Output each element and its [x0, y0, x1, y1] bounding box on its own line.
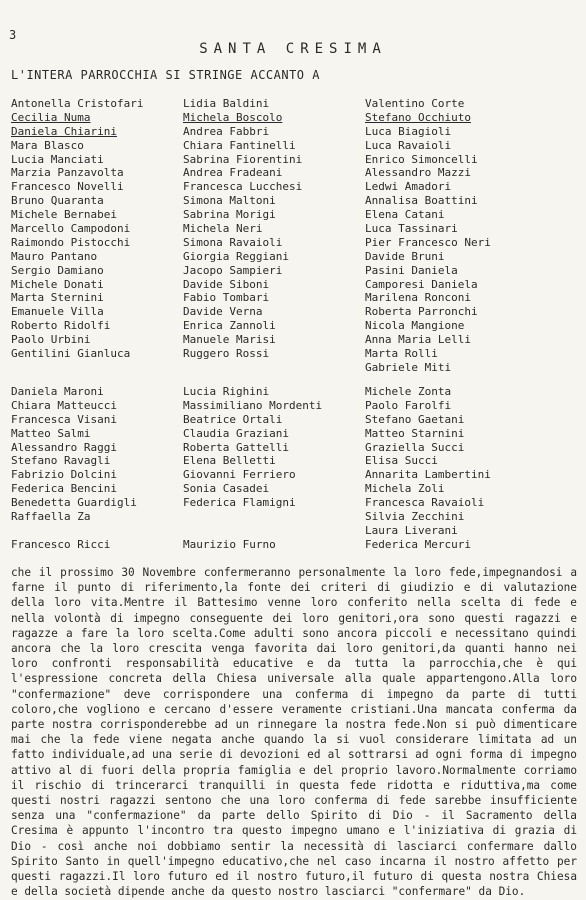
page-number: 3 [9, 28, 17, 42]
name-entry: Raffaella Za [11, 510, 91, 524]
names-column-3 [365, 97, 491, 375]
name-entry: Annarita Lambertini [365, 468, 491, 482]
name-entry: Benedetta Guardigli [11, 496, 137, 510]
name-entry [183, 510, 322, 524]
name-entry: Fabio Tombari [183, 291, 270, 305]
name-entry: Marzia Panzavolta [11, 166, 124, 180]
name-entry: Simona Ravaioli [183, 235, 283, 249]
name-entry: Francesco Novelli [11, 180, 124, 194]
name-entry: Gentilini Gianluca [11, 347, 131, 361]
name-entry: Paolo Urbini [11, 333, 91, 347]
name-entry: Luca Biagioli [365, 124, 452, 138]
subtitle: L'INTERA PARROCCHIA SI STRINGE ACCANTO A [11, 68, 320, 82]
name-entry: Michela Boscolo [183, 110, 283, 124]
name-entry: Pier Francesco Neri [365, 235, 491, 249]
name-entry [183, 524, 322, 538]
name-entry: Laura Liverani [365, 523, 458, 537]
name-entry [11, 524, 137, 538]
name-entry: Manuele Marisi [183, 333, 276, 347]
name-entry: Chiara Matteucci [11, 398, 117, 412]
name-entry: Stefano Ravagli [11, 454, 111, 468]
body-paragraph: che il prossimo 30 Novembre confermeranno personalmente la loro fede,impegnandosi a farne il punto di riferimento,la fonte dei criteri di giudizio e di valutazione della loro vita.Mentre il Battesimo venne loro conferito nella scelta di fede e nella volontà di impegno conseguente dei loro genitori,ora sono questi ragazzi e ragazze a fare la loro scelta.Come adulti sono ancora piccoli e necessitano quindi ancora che la loro crescita venga favorita dai loro genitori,da quanti hanno nei loro confronti responsabilità educative e da tutta la parrocchia,che è qui l'espressione concreta della Chiesa universale alla quale appartengono.Alla loro "confermazione" deve corrispondere una conferma di impegno da parte di tutti coloro,che vogliono e cercano d'essere veramente cristiani.Una mancata conferma da parte nostra corrisponderebbe ad un rinnegare la nostra fede.Non si può dimenticare mai che la fede viene negata anche quando la si vuol considerare limitata ad un fatto individuale,ad una serie di devozioni ed al sottrarsi ad ogni forma di impegno attivo al di fuori della propria famiglia e del proprio lavoro.Normalmente corriamo il rischio di trincerarci tranquilli in questa fede ridotta e riduttiva,ma come questi nostri ragazzi sentono che una loro conferma di fede sarebbe insufficiente senza una "confermazione" da parte dello Spirito di Dio - il Sacramento della Cresima è appunto l'incontro tra questo impegno umano e l'iniziativa di grazia di Dio - così anche noi dobbiamo sentir la necessità di lasciarci confermare dallo Spirito Santo in quell'impegno educativo,che nel caso incarna il nostro affetto per questi ragazzi.Il loro futuro ed il nostro futuro,il futuro di questa nostra Chiesa e della società dipende anche da questo nostro lasciarci "confermare" da Dio. [11, 566, 577, 899]
name-entry: Federica Mercuri [365, 537, 471, 551]
name-entry: Francesca Lucchesi [183, 180, 303, 194]
name-entry: Francesca Ravaioli [365, 496, 485, 510]
name-entry: Michela Neri [183, 222, 263, 236]
names-column-2 [183, 97, 302, 361]
name-entry: Paolo Farolfi [365, 398, 452, 412]
name-entry: Marilena Ronconi [365, 291, 471, 305]
name-entry: Roberta Gattelli [183, 440, 289, 454]
name-entry: Lidia Baldini [183, 97, 270, 110]
name-entry: Luca Tassinari [365, 222, 458, 236]
name-entry: Andrea Fradeani [183, 166, 283, 180]
name-entry: Alessandro Raggi [11, 440, 117, 454]
name-entry: Marta Sternini [11, 291, 104, 305]
name-entry: Roberto Ridolfi [11, 319, 111, 333]
name-entry: Francesco Ricci [11, 537, 111, 551]
name-entry: Stefano Gaetani [365, 412, 465, 426]
names-column-1 [11, 97, 143, 361]
name-entry: Sonia Casadei [183, 482, 270, 496]
name-entry: Claudia Graziani [183, 426, 289, 440]
name-entry: Pasini Daniela [365, 263, 458, 277]
name-entry: Francesca Visani [11, 412, 117, 426]
names-column-4 [11, 385, 137, 552]
name-entry: Graziella Succi [365, 440, 465, 454]
name-entry: Massimiliano Mordenti [183, 398, 323, 412]
name-entry: Gabriele Miti [365, 360, 452, 374]
name-entry: Lucia Manciati [11, 152, 104, 166]
name-entry: Ruggero Rossi [183, 347, 270, 361]
name-entry: Mauro Pantano [11, 249, 98, 263]
name-entry: Enrico Simoncelli [365, 152, 478, 166]
name-entry: Camporesi Daniela [365, 277, 478, 291]
name-entry: Giorgia Reggiani [183, 249, 289, 263]
name-entry: Cecilia Numa [11, 110, 91, 124]
name-entry: Federica Bencini [11, 482, 117, 496]
name-entry: Andrea Fabbri [183, 124, 270, 138]
name-entry: Raimondo Pistocchi [11, 235, 131, 249]
name-entry: Sabrina Morigi [183, 208, 276, 222]
name-entry: Giovanni Ferriero [183, 468, 296, 482]
name-entry: Matteo Starnini [365, 426, 465, 440]
name-entry: Mara Blasco [11, 138, 84, 152]
name-entry: Alessandro Mazzi [365, 166, 471, 180]
name-entry: Chiara Fantinelli [183, 138, 296, 152]
name-entry: Marta Rolli [365, 347, 438, 361]
name-entry: Michele Zonta [365, 385, 452, 398]
name-entry: Michela Zoli [365, 482, 445, 496]
name-entry: Daniela Maroni [11, 385, 104, 398]
name-entry: Elena Catani [365, 208, 445, 222]
names-column-5 [183, 385, 322, 552]
page-title: SANTA CRESIMA [199, 41, 387, 57]
name-entry: Federica Flamigni [183, 496, 296, 510]
name-entry: Valentino Corte [365, 97, 465, 110]
name-entry: Davide Bruni [365, 249, 445, 263]
name-entry: Sabrina Fiorentini [183, 152, 303, 166]
name-entry: Beatrice Ortali [183, 412, 283, 426]
name-entry: Lucia Righini [183, 385, 270, 398]
name-entry: Bruno Quaranta [11, 194, 104, 208]
names-column-6 [365, 385, 491, 552]
name-entry: Fabrizio Dolcini [11, 468, 117, 482]
name-entry: Antonella Cristofari [11, 97, 144, 110]
name-entry: Marcello Campodoni [11, 222, 131, 236]
name-entry: Michele Bernabei [11, 208, 117, 222]
name-entry: Davide Verna [183, 305, 263, 319]
name-entry: Davide Siboni [183, 277, 270, 291]
name-entry: Jacopo Sampieri [183, 263, 283, 277]
name-entry: Emanuele Villa [11, 305, 104, 319]
name-entry: Simona Maltoni [183, 194, 276, 208]
name-entry: Elisa Succi [365, 454, 438, 468]
name-entry: Michele Donati [11, 277, 104, 291]
name-entry: Roberta Parronchi [365, 305, 478, 319]
name-entry: Matteo Salmi [11, 426, 91, 440]
name-entry: Ledwi Amadori [365, 180, 452, 194]
name-entry: Annalisa Boattini [365, 194, 478, 208]
name-entry: Sergio Damiano [11, 263, 104, 277]
name-entry: Anna Maria Lelli [365, 333, 471, 347]
name-entry: Stefano Occhiuto [365, 110, 471, 124]
name-entry: Silvia Zecchini [365, 510, 465, 524]
name-entry: Luca Ravaioli [365, 138, 452, 152]
name-entry: Nicola Mangione [365, 319, 465, 333]
name-entry: Maurizio Furno [183, 537, 276, 551]
name-entry: Daniela Chiarini [11, 124, 117, 138]
name-entry: Elena Belletti [183, 454, 276, 468]
name-entry: Enrica Zannoli [183, 319, 276, 333]
